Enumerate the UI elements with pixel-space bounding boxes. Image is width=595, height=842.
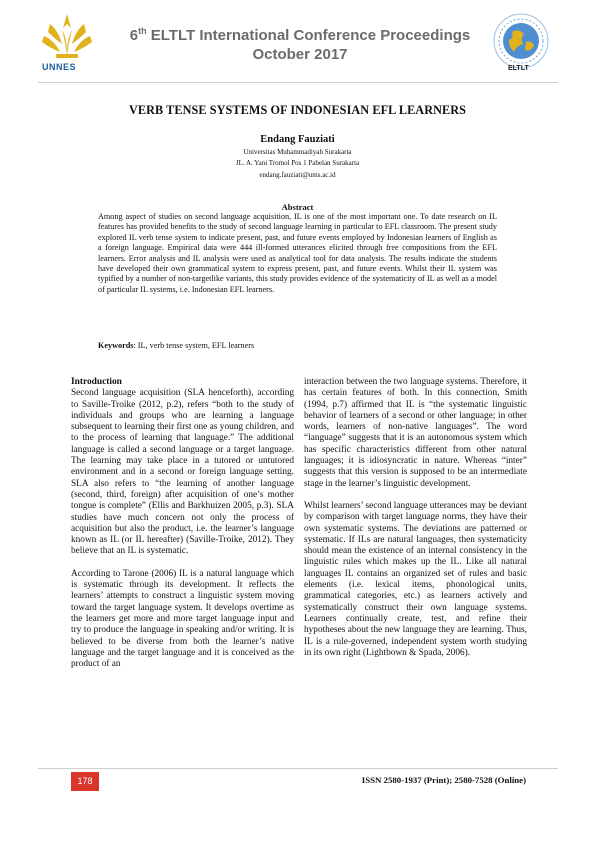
- paragraph: interaction between the two language systems. Therefore, it has certain features of both. In this connection, Smith (1994, p.7) affirmed that IL is “the systematic linguistic behavior of learners of a second or other language; in other words, learners of non-native languages”. The word “language” suggests that it is an autonomous system which has specific characteristics different from other natural languages; it is idiosyncratic in nature. Whereas “inter” suggests that this version is supposed to be an intermediate stage in the learner’s linguistic development.: [304, 377, 527, 489]
- section-heading-introduction: Introduction: [71, 377, 122, 387]
- author-affiliation: Universitas Muhammadiyah Surakarta: [243, 148, 352, 156]
- left-column: [71, 377, 294, 681]
- unnes-logo-icon: [38, 10, 96, 68]
- conference-title: 6th ELTLT International Conference Proceedings October 2017: [120, 22, 480, 64]
- paper-title: VERB TENSE SYSTEMS OF INDONESIAN EFL LEARNERS: [128, 103, 467, 117]
- conference-date: October 2017: [252, 46, 348, 63]
- paragraph: According to Tarone (2006) IL is a natural language which is systematic through its development. It reflects the learners’ attempts to construct a linguistic system moving toward the target language system. It develops overtime as the learners get more and more target language input and try to produce the language in speaking and/or writing. It is believed to be diverse from both the learner’s native language and the target language and it is conceived as the product of an: [71, 568, 294, 670]
- keywords: [98, 341, 497, 350]
- keywords-label: Keywords: [98, 341, 134, 350]
- footer-divider: [38, 768, 558, 769]
- page-number: 178: [71, 772, 99, 791]
- author-name: Endang Fauziati: [260, 134, 335, 145]
- abstract-text: Among aspect of studies on second language acquisition, IL is one of the most important one. To date research on IL features has provided benefits to the study of second language learning in particular to EFL classroom. The present study explored IL verb tense system to indicate present, past, and future events employed by Indonesian learners of English as a foreign language. Empirical data were 444 ill-formed utterances elicited through free compositions from the EFL learners. Error analysis and IL analysis were used as analytical tool for data analysis. The results indicate the students have developed their own grammatical system to express present, past, and future events. Whilst their IL system was typified by a number of non-targetlike variants, this study provides evidence of the systematicity of IL as well as a model of particular IL systems, i.e. Indonesian EFL learners.: [98, 212, 497, 294]
- paragraph: Second language acquisition (SLA henceforth), according to Saville-Troike (2012, p.2), refers “both to the study of individuals and groups who are learning a language subsequent to learning their first one as young children, and to the process of learning that language.” The additional language is called a second language or a target language. The learning may take place in a tutored or untutored environment and in a second or foreign language setting. SLA also refers to “the learning of another language (second, third, foreign) after acquisition of one’s mother tongue is complete” (Ellis and Barkhuizen 2005, p.3). SLA studies have much concern not only the process of acquisition but also the product, i.e. the learner’s language known as IL (or IL hereafter) (Saville-Troike, 2012). They believe that an IL is systematic.: [71, 388, 294, 557]
- abstract-heading: Abstract: [281, 202, 314, 212]
- page-header: [0, 0, 595, 90]
- header-divider: [38, 82, 558, 83]
- eltlt-logo-text: ELTLT: [508, 65, 529, 72]
- paragraph: Whilst learners’ second language utterances may be deviant by comparison with target language norms, they have their own systematic systems. The deviations are patterned or systematic. If ILs are natural languages, then systematicity should mean the existence of an internal consistency in the linguistic rules which makes up the IL. Like all natural languages IL contains an organized set of rules and basic elements (i.e. lexical items, phonological units, grammatical categories, etc.) as learners actively and systematically construct their own language systems. Learners continually create, test, and refine their hypotheses about the new language they are learning. Thus, IL is a rule-governed, independent system worth studying in its own right (Lightbown & Spada, 2006).: [304, 500, 527, 658]
- unnes-logo-text: UNNES: [42, 62, 77, 72]
- keywords-list: : IL, verb tense system, EFL learners: [133, 341, 255, 350]
- issn-line: ISSN 2580-1937 (Print); 2580-7528 (Online): [361, 775, 526, 785]
- right-column: [304, 377, 527, 670]
- author-email: endang.fauziati@ums.ac.id: [259, 171, 336, 179]
- author-address: JL. A. Yani Tromol Pos 1 Pabelan Surakarta: [235, 159, 360, 167]
